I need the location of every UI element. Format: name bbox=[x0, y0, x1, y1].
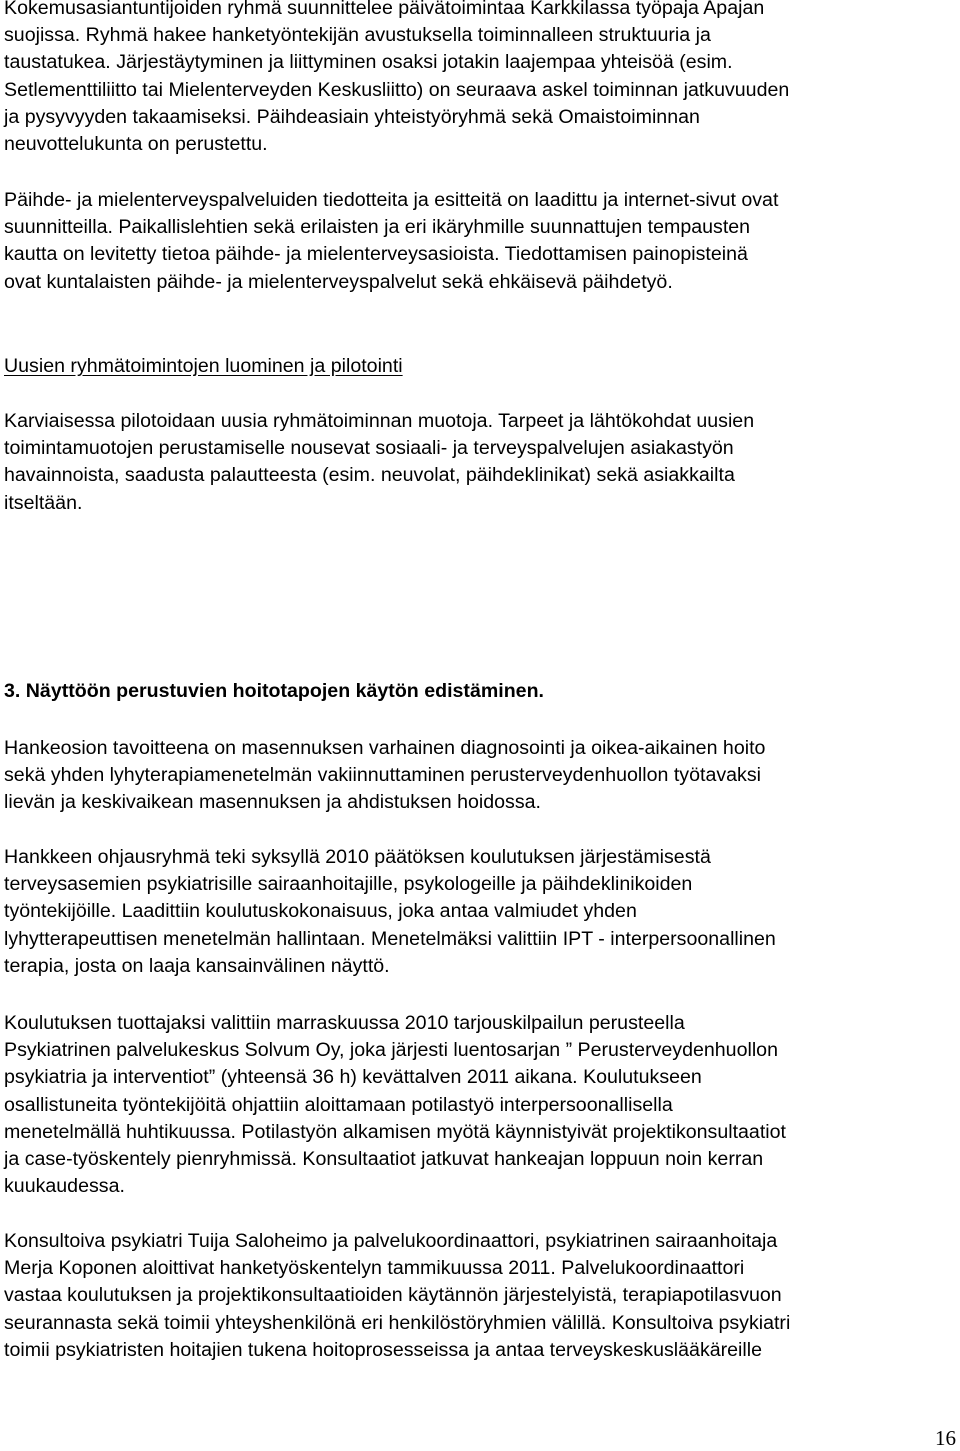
text-line: ovat kuntalaisten päihde- ja mielenterveyspalvelut sekä ehkäisevä päihdetyö. bbox=[4, 270, 673, 293]
text-line: Karviaisessa pilotoidaan uusia ryhmätoiminnan muotoja. Tarpeet ja lähtökohdat uusien bbox=[4, 410, 755, 432]
text-line: menetelmällä huhtikuussa. Potilastyön alkamisen myötä käynnistyivät projektikonsultaatiot bbox=[4, 1120, 786, 1143]
text-line: havainnoista, saadusta palautteesta (esim. neuvolat, päihdeklinikat) sekä asiakkailta bbox=[4, 464, 735, 487]
text-line: työntekijöille. Laadittiin koulutuskokonaisuus, joka antaa valmiudet yhden bbox=[4, 900, 637, 923]
section-heading-group-activities bbox=[4, 353, 954, 380]
text-line: ja pysyvyyden takaamiseksi. Päihdeasiain yhteistyöryhmä sekä Omaistoiminnan bbox=[4, 105, 700, 128]
text-line: osallistuneita työntekijöitä ohjattiin aloittamaan potilastyö interpersoonallisella bbox=[4, 1093, 673, 1116]
text-line: terveysasemien psykiatrisille sairaanhoitajille, psykologeille ja päihdeklinikoiden bbox=[4, 873, 693, 896]
text-line: Koulutuksen tuottajaksi valittiin marraskuussa 2010 tarjouskilpailun perusteella bbox=[4, 1012, 685, 1034]
text-line: sekä yhden lyhyterapiamenetelmän vakiinnuttaminen perusterveydenhuollon työtavaksi bbox=[4, 764, 761, 787]
paragraph-day-activity bbox=[4, 0, 954, 158]
text-line: Hankeosion tavoitteena on masennuksen varhainen diagnosointi ja oikea-aikainen hoito bbox=[4, 737, 766, 759]
text-line: taustatukea. Järjestäytyminen ja liittyminen osaksi jotakin laajempaa yhteisöä (esim. bbox=[4, 51, 733, 74]
text-line: Setlementtiliitto tai Mielenterveyden Keskusliitto) on seuraava askel toiminnan jatkuvuuden bbox=[4, 78, 790, 101]
paragraph-pilot-groups bbox=[4, 408, 954, 517]
text-line: lievän ja keskivaikean masennuksen ja ahdistuksen hoidossa. bbox=[4, 791, 541, 814]
text-line: psykiatria ja interventiot” (yhteensä 36 h) kevättalven 2011 aikana. Koulutukseen bbox=[4, 1066, 702, 1089]
text-line: ja case-työskentely pienryhmissä. Konsultaatiot jatkuvat hankeajan loppuun noin kerran bbox=[4, 1147, 764, 1170]
underlined-heading: Uusien ryhmätoimintojen luominen ja pilotointi bbox=[4, 355, 403, 377]
text-line: Hankkeen ohjausryhmä teki syksyllä 2010 päätöksen koulutuksen järjestämisestä bbox=[4, 846, 711, 868]
text-line: lyhytterapeuttisen menetelmän hallintaan. Menetelmäksi valittiin IPT - interpersoonallinen bbox=[4, 927, 776, 950]
text-line: Merja Koponen aloittivat hanketyöskentelyn tammikuussa 2011. Palvelukoordinaattori bbox=[4, 1257, 745, 1280]
text-line: Kokemusasiantuntijoiden ryhmä suunnittelee päivätoimintaa Karkkilassa työpaja Apajan bbox=[4, 0, 765, 19]
text-line: seurannasta sekä toimii yhteyshenkilönä eri henkilöstöryhmien välillä. Konsultoiva psykiatri bbox=[4, 1311, 791, 1334]
page-number: 16 bbox=[935, 1426, 956, 1450]
paragraph-steering-group bbox=[4, 844, 954, 980]
text-line: Päihde- ja mielenterveyspalveluiden tiedotteita ja esitteitä on laadittu ja internet-sivut ovat bbox=[4, 189, 779, 211]
text-line: suojissa. Ryhmä hakee hanketyöntekijän avustuksella toiminnalleen struktuuria ja bbox=[4, 24, 711, 47]
text-line: toimintamuotojen perustamiselle nousevat sosiaali- ja terveyspalvelujen asiakastyön bbox=[4, 437, 734, 460]
paragraph-consulting-staff bbox=[4, 1228, 954, 1364]
text-line: Psykiatrinen palvelukeskus Solvum Oy, joka järjesti luentosarjan ” Perusterveydenhuollon bbox=[4, 1039, 778, 1062]
text-line: terapia, josta on laaja kansainvälinen näyttö. bbox=[4, 954, 390, 977]
text-line: neuvottelukunta on perustettu. bbox=[4, 132, 268, 155]
text-line: itseltään. bbox=[4, 491, 83, 514]
paragraph-depression-goal bbox=[4, 735, 954, 817]
text-line: suunnitteilla. Paikallislehtien sekä erilaisten ja eri ikäryhmille suunnattujen tempausten bbox=[4, 216, 751, 239]
bold-heading: 3. Näyttöön perustuvien hoitotapojen käytön edistäminen. bbox=[4, 680, 544, 702]
paragraph-communications bbox=[4, 187, 954, 296]
text-line: kautta on levitetty tietoa päihde- ja mielenterveysasioista. Tiedottamisen painopisteinä bbox=[4, 243, 748, 266]
text-line: kuukaudessa. bbox=[4, 1175, 125, 1198]
text-line: Konsultoiva psykiatri Tuija Saloheimo ja palvelukoordinaattori, psykiatrinen sairaanhoitaja bbox=[4, 1230, 778, 1252]
text-line: vastaa koulutuksen ja projektikonsultaatioiden käytännön järjestelyistä, terapiapotilasvuon bbox=[4, 1284, 782, 1307]
text-line: toimii psykiatristen hoitajien tukena hoitoprosesseissa ja antaa terveyskeskuslääkäreille bbox=[4, 1338, 763, 1361]
paragraph-training-provider bbox=[4, 1010, 954, 1200]
section-heading-evidence-based bbox=[4, 678, 954, 705]
